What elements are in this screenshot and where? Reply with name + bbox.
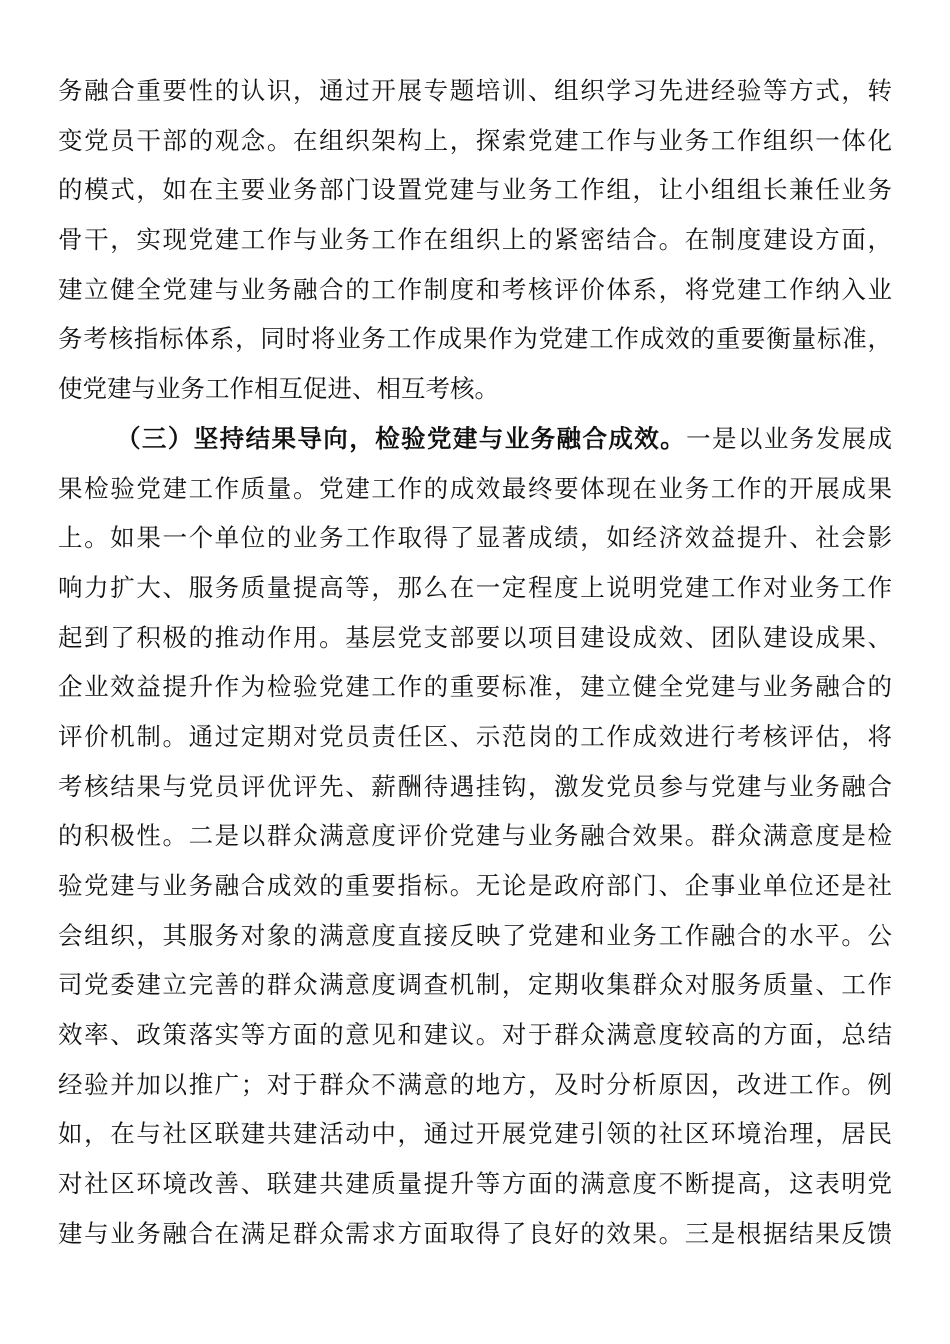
section-3-first-line-text: 一是以业务发展成 bbox=[686, 423, 892, 453]
paragraph-line: 务融合重要性的认识，通过开展专题培训、组织学习先进经验等方式，转 bbox=[58, 76, 892, 105]
paragraph-line: 建立健全党建与业务融合的工作制度和考核评价体系，将党建工作纳入业 bbox=[58, 274, 892, 304]
paragraph-line: 变党员干部的观念。在组织架构上，探索党建工作与业务工作组织一体化 bbox=[58, 125, 892, 155]
paragraph-line: 的积极性。二是以群众满意度评价党建与业务融合效果。群众满意度是检 bbox=[58, 821, 892, 851]
paragraph-line: 响力扩大、服务质量提高等，那么在一定程度上说明党建工作对业务工作 bbox=[58, 572, 892, 602]
paragraph-line: 考核结果与党员评优评先、薪酬待遇挂钩，激发党员参与党建与业务融合 bbox=[58, 771, 892, 801]
paragraph-line: 上。如果一个单位的业务工作取得了显著成绩，如经济效益提升、社会影 bbox=[58, 523, 892, 553]
paragraph-line: 如，在与社区联建共建活动中，通过开展党建引领的社区环境治理，居民 bbox=[58, 1119, 892, 1149]
paragraph-line: 务考核指标体系，同时将业务工作成果作为党建工作成效的重要衡量标准， bbox=[58, 324, 892, 354]
paragraph-line: 骨干，实现党建工作与业务工作在组织上的紧密结合。在制度建设方面， bbox=[58, 225, 892, 255]
paragraph-line: 评价机制。通过定期对党员责任区、示范岗的工作成效进行考核评估，将 bbox=[58, 721, 892, 751]
body-text bbox=[58, 66, 892, 1259]
paragraph-line: 司党委建立完善的群众满意度调查机制，定期收集群众对服务质量、工作 bbox=[58, 970, 892, 1000]
paragraph-line: 起到了积极的推动作用。基层党支部要以项目建设成效、团队建设成果、 bbox=[58, 622, 892, 652]
paragraph-line: 验党建与业务融合成效的重要指标。无论是政府部门、企事业单位还是社 bbox=[58, 871, 892, 900]
paragraph-line: 效率、政策落实等方面的意见和建议。对于群众满意度较高的方面，总结 bbox=[58, 1020, 892, 1050]
section-3-first-line bbox=[58, 414, 892, 464]
paragraph-line: 果检验党建工作质量。党建工作的成效最终要体现在业务工作的开展成果 bbox=[58, 473, 892, 503]
paragraph-line: 建与业务融合在满足群众需求方面取得了良好的效果。三是根据结果反馈 bbox=[58, 1218, 892, 1248]
paragraph-line: 使党建与业务工作相互促进、相互考核。 bbox=[58, 374, 499, 404]
paragraph-line: 企业效益提升作为检验党建工作的重要标准，建立健全党建与业务融合的 bbox=[58, 672, 892, 702]
paragraph-line: 的模式，如在主要业务部门设置党建与业务工作组，让小组组长兼任业务 bbox=[58, 175, 892, 205]
section-3-heading: （三）坚持结果导向，检验党建与业务融合成效。 bbox=[116, 423, 687, 453]
paragraph-line: 会组织，其服务对象的满意度直接反映了党建和业务工作融合的水平。公 bbox=[58, 920, 892, 950]
paragraph-line: 对社区环境改善、联建共建质量提升等方面的满意度不断提高，这表明党 bbox=[58, 1169, 892, 1199]
paragraph-line: 经验并加以推广；对于群众不满意的地方，及时分析原因，改进工作。例 bbox=[58, 1069, 892, 1099]
